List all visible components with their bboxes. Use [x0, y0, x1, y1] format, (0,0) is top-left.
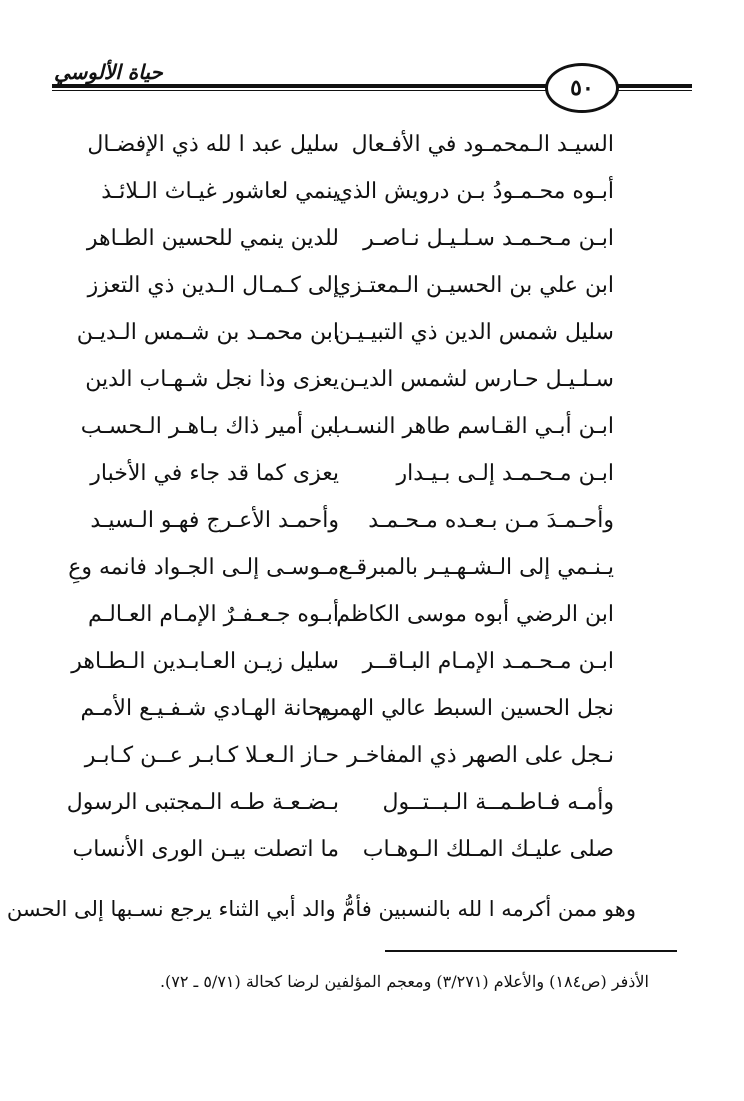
verse-second-hemistich: يعزى كما قد جاء في الأخبار [90, 461, 339, 486]
verse-line [0, 265, 744, 312]
verse-second-hemistich: حـاز الـعـلا كـابـر عــن كـابـر [84, 743, 339, 768]
verse-line [0, 641, 744, 688]
verse-first-hemistich: نـجل على الصهر ذي المفاخـر [347, 743, 614, 768]
verse-line [0, 312, 744, 359]
verse-line [0, 453, 744, 500]
verse-line [0, 782, 744, 829]
verse-first-hemistich: ابن علي بن الحسيـن الـمعتـزي [333, 273, 614, 298]
footnote-separator [385, 950, 677, 952]
verse-second-hemistich: ابن محمـد بن شـمس الـديـن [76, 320, 339, 345]
verse-second-hemistich: بـضـعـة طـه الـمجتبى الرسول [66, 790, 339, 815]
verse-second-hemistich: وأحمـد الأعـرج فهـو الـسيـد [90, 508, 339, 533]
page-number: ٥٠ [570, 75, 594, 101]
verse-line [0, 171, 744, 218]
verse-first-hemistich: ابـن مـحـمـد الإمـام البـاقــر [362, 649, 614, 674]
verse-first-hemistich: ابـن مـحـمـد سـلـيـل نـاصـر [363, 226, 614, 251]
verse-line [0, 547, 744, 594]
verse-line [0, 359, 744, 406]
footnote: الأذفر (ص١٨٤) والأعلام (٣/٢٧١) ومعجم المؤلفين لرضا كحالة (٥/٧١ ـ ٧٢). [159, 972, 649, 991]
verse-first-hemistich: سـلـيـل حـارس لشمس الديـن [339, 367, 614, 392]
verse-second-hemistich: أبـوه جـعـفـرٌ الإمـام العـالـم [88, 602, 339, 627]
verse-first-hemistich: سليل شمس الدين ذي التبيـيـن [334, 320, 614, 345]
verse-second-hemistich: سليل زيـن العـابـدين الـطـاهر [71, 649, 339, 674]
verse-first-hemistich: وأحـمـدَ مـن بـعـده مـحـمـد [368, 508, 614, 533]
prose-paragraph: وهو ممن أكرمه ا لله بالنسبين فأمُّ والد أبي الثناء يرجع نسـبها إلى الحسن [6, 897, 636, 921]
verse-line [0, 688, 744, 735]
verse-line [0, 594, 744, 641]
verse-first-hemistich: صلى عليـك المـلك الـوهـاب [362, 837, 614, 862]
verse-second-hemistich: ابن أمير ذاك بـاهـر الـحسـب [80, 414, 339, 439]
verse-second-hemistich: ما اتصلت بيـن الورى الأنساب [72, 837, 339, 862]
verse-line [0, 735, 744, 782]
verse-first-hemistich: أبـوه محـمـودُ بـن درويش الذي [335, 179, 614, 204]
verse-line [0, 124, 744, 171]
page-number-badge [545, 63, 619, 113]
verse-second-hemistich: مـوسـى إلـى الجـواد فانمه وعِ [68, 555, 339, 580]
verse-first-hemistich: ابـن مـحـمـد إلـى بـيـدار [396, 461, 614, 486]
verse-first-hemistich: يـنـمي إلى الـشـهـيـر بالمبرقـع [338, 555, 614, 580]
verse-line [0, 829, 744, 876]
verse-second-hemistich: للدين ينمي للحسين الطـاهر [86, 226, 339, 251]
verse-first-hemistich: السيـد الـمحمـود في الأفـعال [351, 132, 614, 157]
running-title: حياة الألوسي [54, 60, 163, 84]
verse-line [0, 500, 744, 547]
verse-second-hemistich: إلى كـمـال الـدين ذي التعزز [87, 273, 339, 298]
poem [0, 124, 744, 876]
page-header [0, 0, 744, 110]
verse-line [0, 406, 744, 453]
verse-first-hemistich: ابـن أبـي القـاسم طاهر النسـب [328, 414, 614, 439]
verse-second-hemistich: ريحانة الهـادي شـفـيـع الأمـم [80, 696, 339, 721]
verse-first-hemistich: وأمـه فـاطـمــة الـبــتــول [382, 790, 614, 815]
verse-second-hemistich: ينمي لعاشور غيـاث الـلائـذ [101, 179, 339, 204]
verse-second-hemistich: سليل عبد ا لله ذي الإفضـال [87, 132, 339, 157]
verse-second-hemistich: يعزى وذا نجل شـهـاب الدين [85, 367, 339, 392]
verse-first-hemistich: ابن الرضي أبوه موسى الكاظم [336, 602, 614, 627]
verse-first-hemistich: نجل الحسين السبط عالي الهمـم [317, 696, 614, 721]
verse-line [0, 218, 744, 265]
